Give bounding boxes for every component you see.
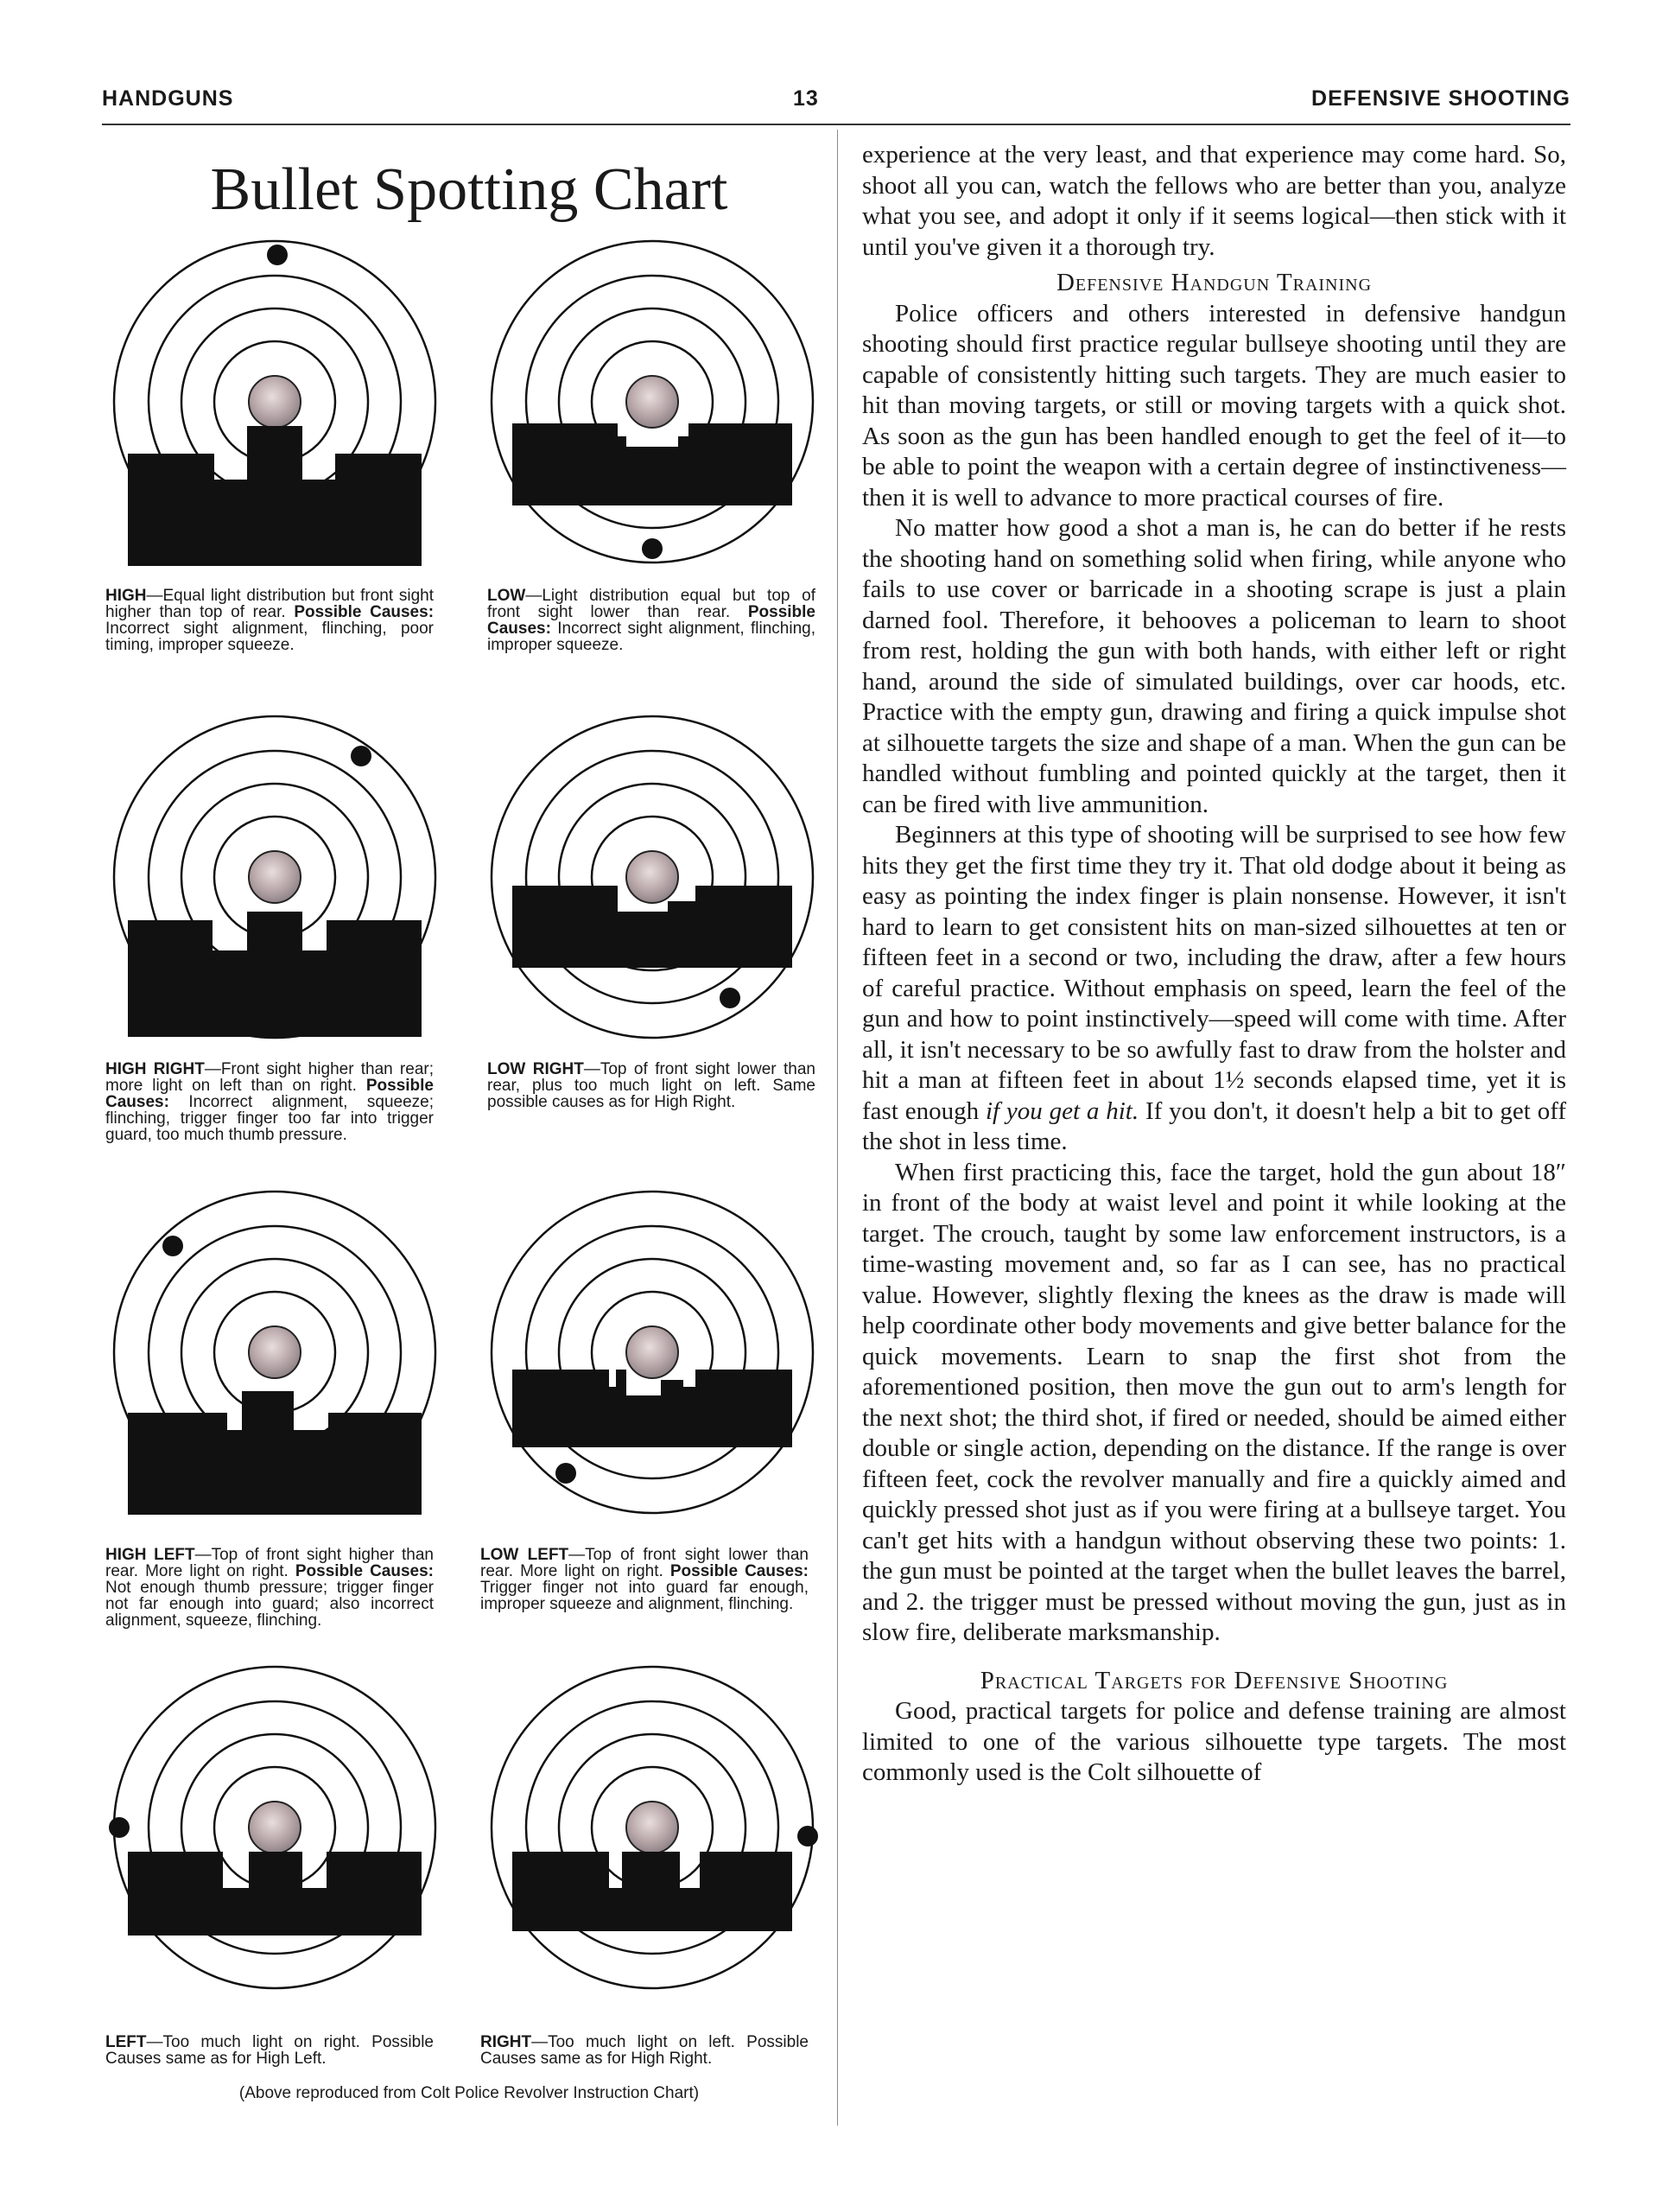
bullet-hole — [351, 746, 371, 766]
header-rule — [102, 124, 1570, 125]
target-left — [102, 1655, 447, 2000]
bullet-hole — [109, 1817, 130, 1838]
sight-picture — [128, 1852, 422, 1936]
bullet-hole — [162, 1236, 183, 1256]
paragraph: No matter how good a shot a man is, he can do better if he rests the shooting hand on something solid when firing, while anyone who fails to use cover or barricade in a shooting scrape is just a plain darned fool. Therefore, it behooves a policeman to learn to shoot from rest, holding the gun with both hands, with either left or right hand, around the side of simulated buildings, over car hoods, etc. Practice with the empty gun, drawing and firing a quick impulse shot at silhouette targets the size and shape of a man. When the gun can be handled without fumbling and pointed quickly at the target, then it can be fired with live ammunition. — [862, 514, 1566, 818]
caption-high-right: HIGH RIGHT—Front sight higher than rear; more light on left than on right. Possible Causes: Incorrect alignment, squeeze; flinching, trigger finger too far into trigger guard, too much thumb pressure. — [105, 1060, 435, 1144]
target-high-left — [102, 1179, 447, 1525]
paragraph: Beginners at this type of shooting will be surprised to see how few hits they get the first time they try it. That old dodge about it being as easy as pointing the index finger is plain nonsense. However, it isn't hard to learn to get consistent hits on man-sized silhouettes at ten or fifteen feet in a second or two, including the draw, after a few hours of careful practice. Without emphasis on speed, learn the feel of the gun and how to point instinctively—speed will come with time. After all, it isn't necessary to be so awfully fast to draw from the holster and hit a man at fifteen feet in about 1½ seconds elapsed time, yet it is fast enough if you get a hit. If you don't, it doesn't help a bit to get off the shot in less time. — [862, 821, 1567, 1155]
sight-picture — [512, 1852, 792, 1931]
section-heading: Defensive Handgun Training — [1056, 269, 1373, 296]
target-low-right — [479, 704, 825, 1050]
target-high-right — [102, 704, 447, 1050]
paragraph: When first practicing this, face the target, hold the gun about 18″ in front of the body at waist level and point it while looking at the target. The crouch, taught by some law enforcement instructors, is a time-wasting movement and, so far as I can see, has no practical value. However, slightly flexing the knees as the draw is made will help coordinate other body movements and give better balance for the quick movements. Learn to snap the first shot from the aforementioned position, then move the gun out to arm's length for the next shot; the third shot, if fired or needed, should be aimed either double or single action, depending on the distance. If the range is over fifteen feet, cock the revolver manually and fire a quickly aimed and quickly pressed shot just as if you were firing at a bullseye target. You can't get hits with a handgun without observing these two points: 1. the gun must be pointed at the target when the bullet leaves the barrel, and 2. the trigger must be pressed without moving the gun, just as in slow fire, deliberate marksmanship. — [862, 1158, 1566, 1646]
target-right — [479, 1655, 825, 2000]
sight-picture — [128, 912, 422, 1037]
target-low-left — [479, 1179, 825, 1525]
caption-low: LOW—Light distribution equal but top of front sight lower than rear. Possible Causes: Incorrect sight alignment, flinching, improper squeeze. — [487, 587, 816, 654]
bullet-hole — [797, 1826, 818, 1847]
sight-picture — [512, 423, 792, 505]
target-high — [102, 229, 447, 575]
sight-picture — [512, 1370, 792, 1447]
chart-title: Bullet Spotting Chart — [210, 156, 728, 223]
page-number: 13 — [793, 86, 819, 111]
sight-picture — [128, 426, 422, 566]
bullet-hole — [267, 245, 288, 265]
bullet-hole — [642, 538, 663, 559]
body-text — [862, 140, 1566, 1789]
caption-low-left: LOW LEFT—Top of front sight lower than rear. More light on right. Possible Causes: Trigger finger not into guard far enough, improper squeeze and alignment, flinching. — [480, 1546, 809, 1613]
target-low — [479, 229, 825, 575]
bullet-hole — [720, 988, 740, 1008]
paragraph: experience at the very least, and that experience may come hard. So, shoot all you can, watch the fellows who are better than you, analyze what you see, and adopt it only if it seems logical—then stick with it until you've given it a thorough try. — [862, 141, 1566, 261]
paragraph: Police officers and others interested in defensive handgun shooting should first practice regular bullseye shooting until they are capable of consistently hitting such targets. They are much easier to hit than moving targets, or still or moving targets with a quick shot. As soon as the gun has been handled enough to get the feel of it—to be able to point the weapon with a certain degree of instinctiveness—then it is well to advance to more practical courses of fire. — [862, 299, 1566, 512]
chart-credit: (Above reproduced from Colt Police Revolver Instruction Chart) — [238, 2084, 700, 2102]
column-divider — [837, 130, 838, 2126]
paragraph: Good, practical targets for police and defense training are almost limited to one of the various silhouette type targets. The most commonly used is the Colt silhouette of — [862, 1697, 1566, 1786]
page-header — [102, 86, 1570, 121]
caption-left: LEFT—Too much light on right. Possible Causes same as for High Left. — [105, 2033, 434, 2068]
caption-right: RIGHT—Too much light on left. Possible Causes same as for High Right. — [480, 2033, 809, 2068]
section-heading: Practical Targets for Defensive Shooting — [980, 1666, 1449, 1694]
caption-high: HIGH—Equal light distribution but front sight higher than top of rear. Possible Causes: Incorrect sight alignment, flinching, poor timing, improper squeeze. — [105, 587, 435, 654]
caption-high-left: HIGH LEFT—Top of front sight higher than rear. More light on right. Possible Causes: Not enough thumb pressure; trigger finger not far enough into guard; also incorrect alignment, squeeze, flinching. — [105, 1546, 435, 1630]
section-title: HANDGUNS — [102, 86, 234, 111]
chapter-title: DEFENSIVE SHOOTING — [1311, 86, 1570, 111]
caption-low-right: LOW RIGHT—Top of front sight lower than rear, plus too much light on left. Same possible causes as for High Right. — [487, 1060, 815, 1111]
sight-picture — [128, 1391, 422, 1515]
bullet-hole — [555, 1463, 576, 1484]
